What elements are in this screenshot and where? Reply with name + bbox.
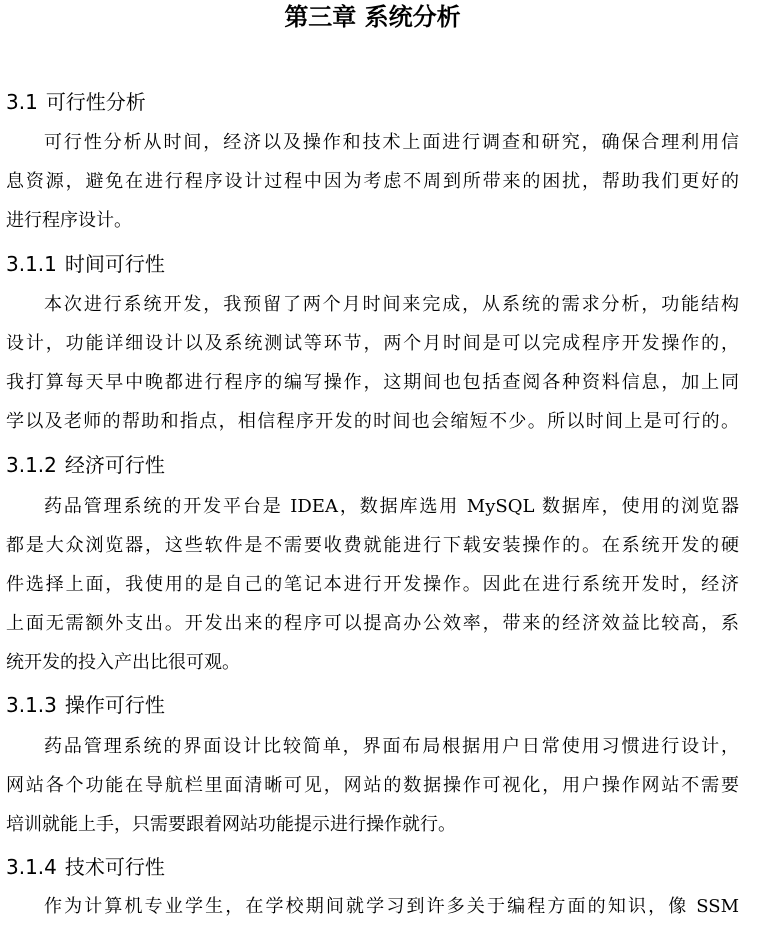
paragraph-line: 网站各个功能在导航栏里面清晰可见，网站的数据操作可视化，用户操作网站不需要 (6, 775, 739, 796)
paragraph-time-feasibility (6, 285, 739, 441)
section-number: 3.1.3 (6, 693, 57, 717)
paragraph-line: 息资源，避免在进行程序设计过程中因为考虑不周到所带来的困扰，帮助我们更好的 (6, 171, 739, 192)
paragraph-line: 药品管理系统的开发平台是 IDEA，数据库选用 MySQL 数据库，使用的浏览器 (44, 496, 739, 517)
section-heading-3-1 (6, 88, 146, 116)
section-title: 技术可行性 (64, 855, 165, 879)
section-number: 3.1.1 (6, 252, 57, 276)
section-heading-3-1-4 (6, 853, 165, 881)
paragraph-line: 我打算每天早中晚都进行程序的编写操作，这期间也包括查阅各种资料信息，加上同 (6, 372, 739, 393)
paragraph-line: 作为计算机专业学生，在学校期间就学习到许多关于编程方面的知识，像 SSM (44, 896, 739, 917)
paragraph-line: 统开发的投入产出比很可观。 (6, 652, 240, 673)
paragraph-line: 培训就能上手，只需要跟着网站功能提示进行操作就行。 (6, 814, 456, 835)
section-title: 时间可行性 (64, 252, 165, 276)
section-title: 经济可行性 (64, 453, 165, 477)
paragraph-line: 学以及老师的帮助和指点，相信程序开发的时间也会缩短不少。所以时间上是可行的。 (6, 411, 739, 432)
paragraph-line: 药品管理系统的界面设计比较简单，界面布局根据用户日常使用习惯进行设计， (44, 736, 739, 757)
paragraph-line: 上面无需额外支出。开发出来的程序可以提高办公效率，带来的经济效益比较高，系 (6, 613, 739, 634)
paragraph-line: 可行性分析从时间，经济以及操作和技术上面进行调查和研究，确保合理利用信 (44, 132, 739, 153)
paragraph-line: 进行程序设计。 (6, 210, 132, 231)
paragraph-line: 件选择上面，我使用的是自己的笔记本进行开发操作。因此在进行系统开发时，经济 (6, 574, 739, 595)
paragraph-line: 设计，功能详细设计以及系统测试等环节，两个月时间是可以完成程序开发操作的， (6, 333, 739, 354)
section-title: 可行性分析 (45, 90, 146, 114)
section-number: 3.1.4 (6, 855, 57, 879)
section-number: 3.1 (6, 90, 38, 114)
paragraph-line: 都是大众浏览器，这些软件是不需要收费就能进行下载安装操作的。在系统开发的硬 (6, 535, 739, 556)
paragraph-feasibility-analysis (6, 123, 739, 240)
paragraph-technical-feasibility (6, 887, 739, 926)
section-number: 3.1.2 (6, 453, 57, 477)
paragraph-line: 本次进行系统开发，我预留了两个月时间来完成，从系统的需求分析，功能结构 (44, 294, 739, 315)
section-heading-3-1-3 (6, 691, 165, 719)
chapter-title: 第三章 系统分析 (284, 3, 461, 31)
section-heading-3-1-1 (6, 250, 165, 278)
section-title: 操作可行性 (64, 693, 165, 717)
paragraph-operation-feasibility (6, 727, 739, 844)
section-heading-3-1-2 (6, 451, 165, 479)
paragraph-economic-feasibility (6, 487, 739, 682)
